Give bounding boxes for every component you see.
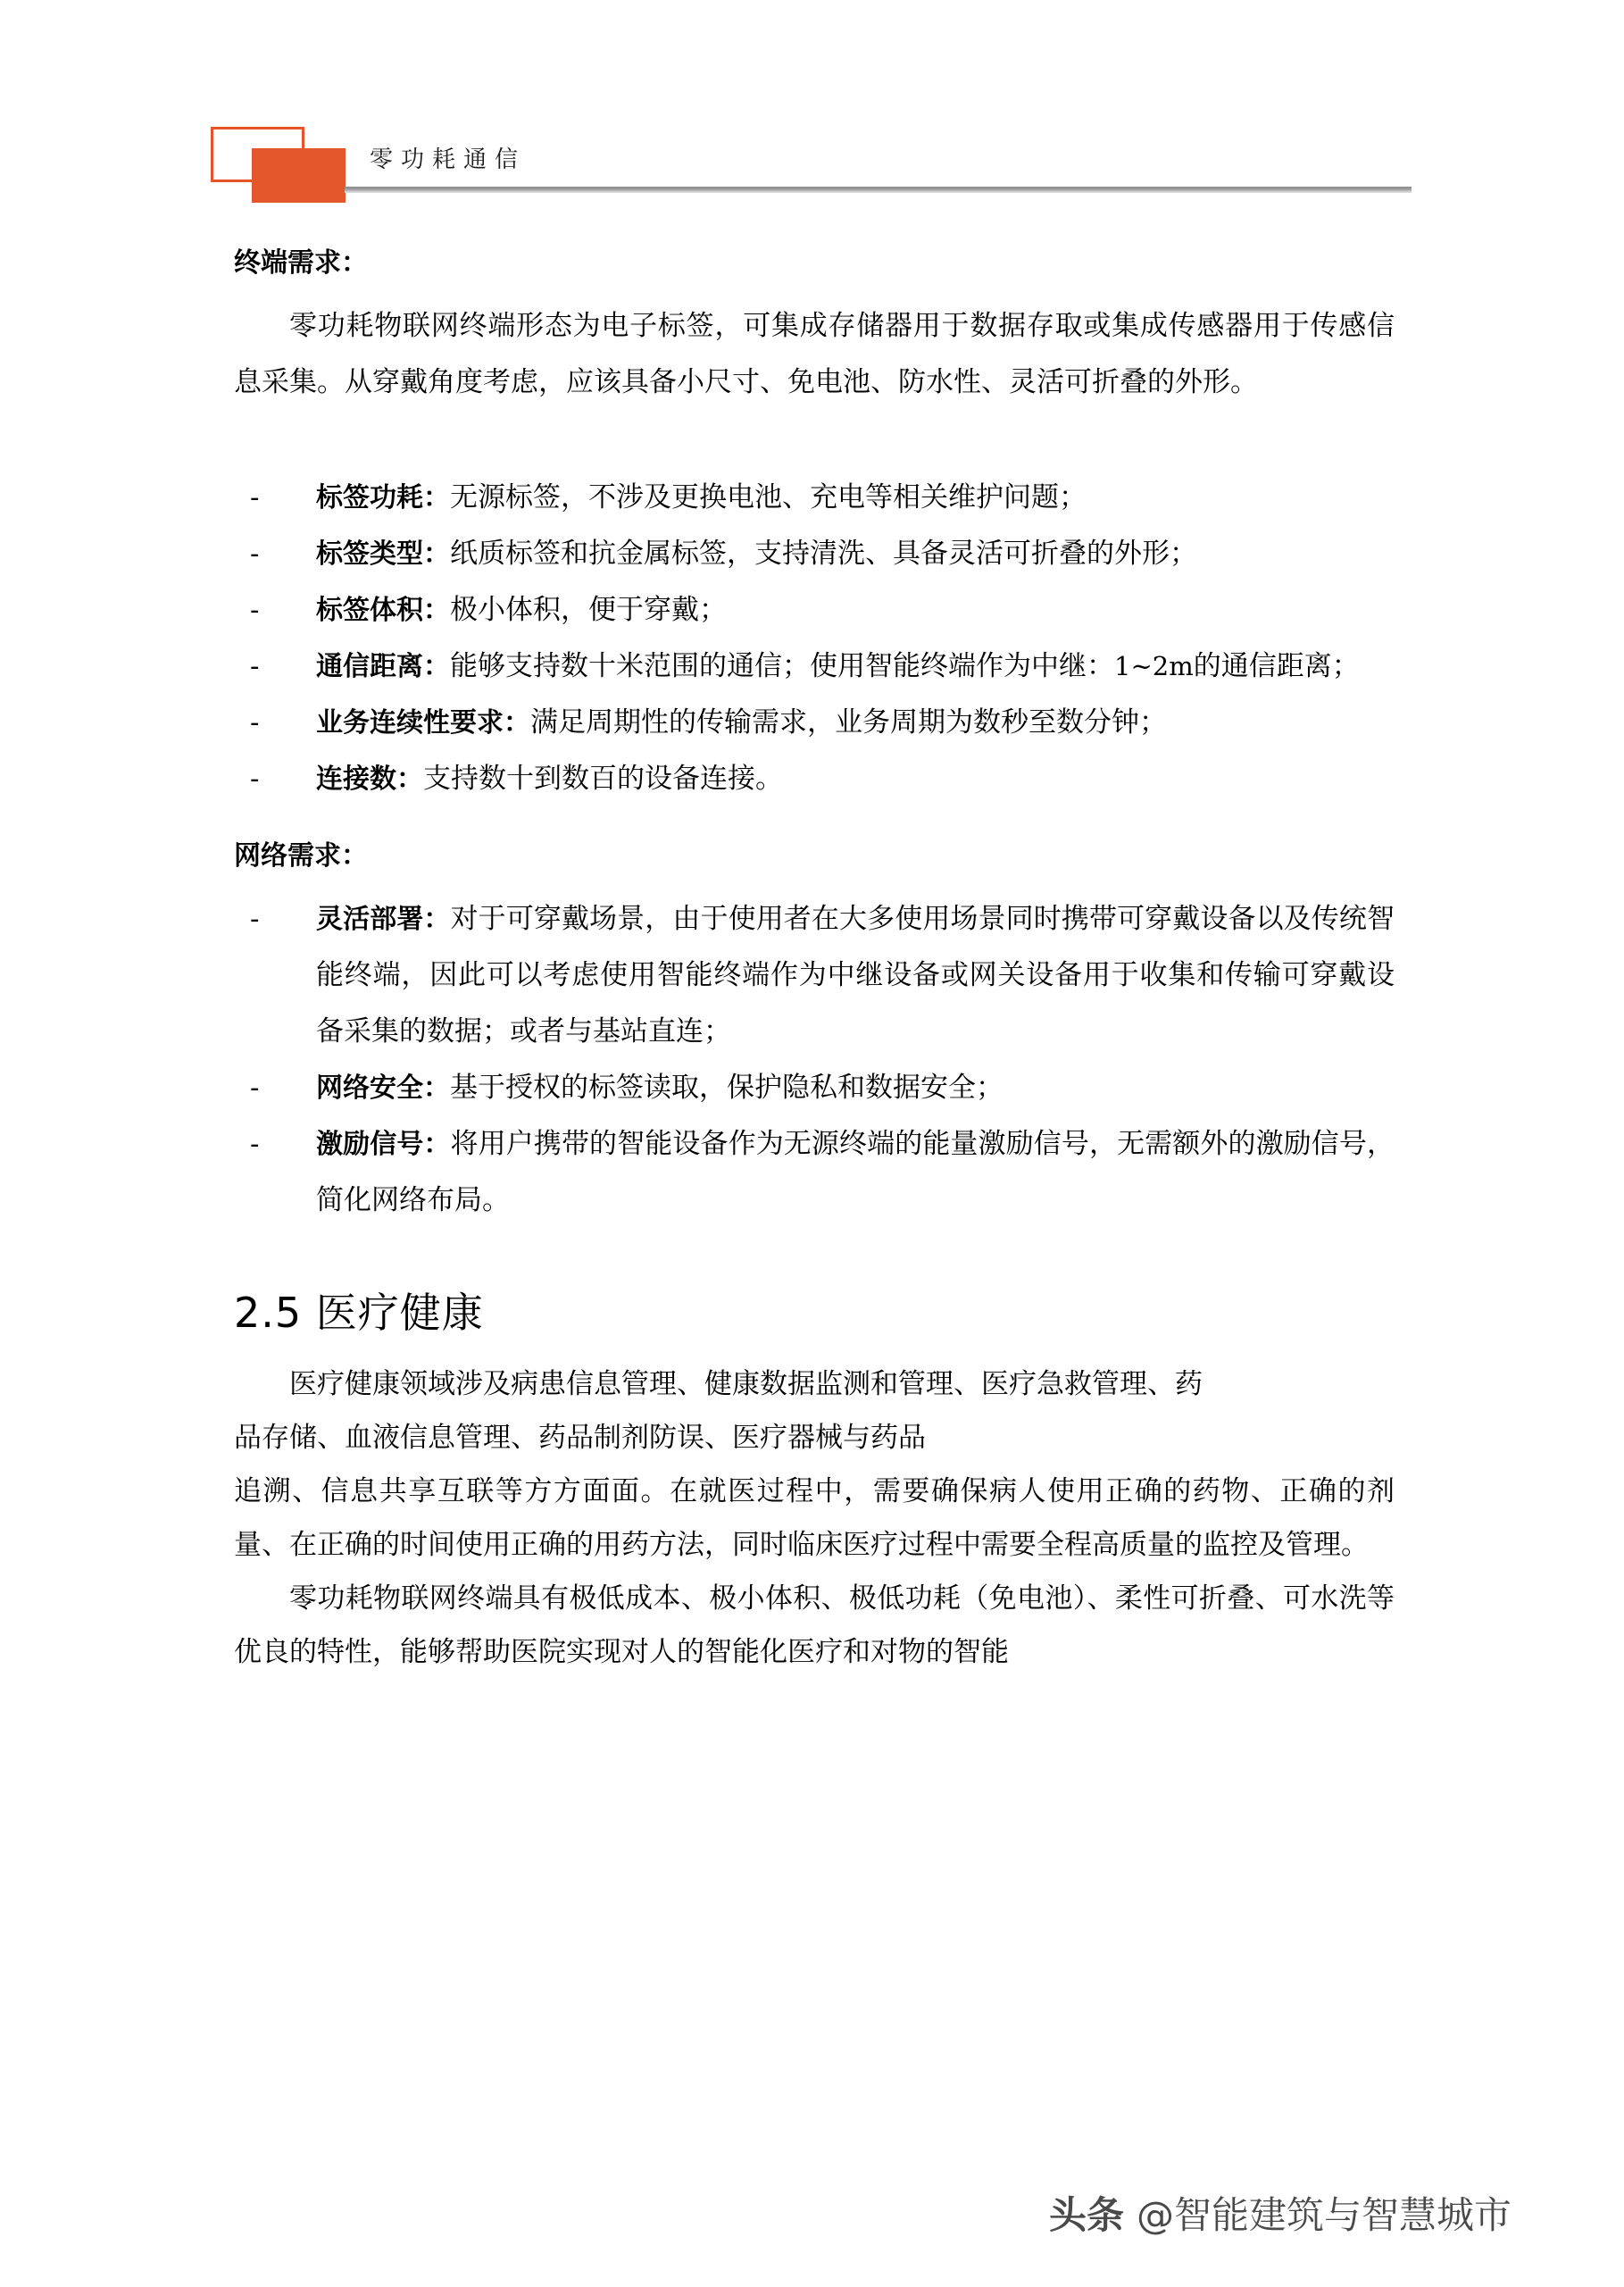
- dash-bullet-icon: -: [250, 763, 260, 795]
- list-item-distance-value: 1~2m: [1114, 651, 1194, 681]
- medical-health-paragraph-2: 追溯、信息共享互联等方方面面。在就医过程中，需要确保病人使用正确的药物、正确的剂量、在正确的时间使用正确的用药方法，同时临床医疗过程中需要全程高质量的监控及管理。: [234, 1474, 1395, 1561]
- list-item-text: 支持数十到数百的设备连接。: [423, 763, 783, 795]
- header-title: 零功耗通信: [370, 146, 527, 173]
- list-item-label: 标签功耗：: [316, 482, 450, 513]
- dash-bullet-icon: -: [250, 650, 260, 682]
- list-item-text: 将用户携带的智能设备作为无源终端的能量激励信号，无需额外的激励信号，简化网络布局。: [316, 1128, 1395, 1216]
- document-body: [234, 247, 1395, 1679]
- terminal-requirements-heading: 终端需求：: [234, 247, 368, 279]
- list-item-label: 标签类型：: [316, 538, 450, 570]
- page-title: 2.5 医疗健康: [234, 1289, 484, 1337]
- dash-bullet-icon: -: [250, 706, 260, 739]
- list-item-label: 连接数：: [316, 764, 423, 795]
- network-requirements-heading: 网络需求：: [234, 840, 368, 872]
- brand-logo-icon: [211, 127, 345, 186]
- list-item-text: 满足周期性的传输需求，业务周期为数秒至数分钟；: [530, 706, 1167, 739]
- list-item: [234, 639, 1395, 695]
- list-item: [234, 526, 1395, 582]
- list-item-text: 纸质标签和抗金属标签，支持清洗、具备灵活可折叠的外形；: [450, 538, 1197, 570]
- logo-filled-square-icon: [252, 148, 346, 203]
- list-item: [234, 695, 1395, 751]
- list-item-label: 业务连续性要求：: [316, 707, 530, 739]
- terminal-requirements-paragraph: 零功耗物联网终端形态为电子标签，可集成存储器用于数据存取或集成传感器用于传感信息采集。从穿戴角度考虑，应该具备小尺寸、免电池、防水性、灵活可折叠的外形。: [234, 310, 1395, 398]
- list-item-text: 极小体积，便于穿戴；: [450, 594, 727, 626]
- list-item-label: 灵活部署：: [316, 904, 451, 935]
- list-item: [234, 1116, 1395, 1229]
- dash-bullet-icon: -: [250, 481, 260, 513]
- list-item-label: 标签体积：: [316, 595, 450, 626]
- medical-health-paragraph-3: 零功耗物联网终端具有极低成本、极小体积、极低功耗（免电池）、柔性可折叠、可水洗等优良的特性，能够帮助医院实现对人的智能化医疗和对物的智能: [234, 1582, 1395, 1668]
- list-item: [234, 470, 1395, 526]
- dash-bullet-icon: -: [250, 538, 260, 570]
- list-item-text: 对于可穿戴场景，由于使用者在大多使用场景同时携带可穿戴设备以及传统智能终端，因此可以考虑使用智能终端作为中继设备或网关设备用于收集和传输可穿戴设备采集的数据；或者与基站直连；: [316, 903, 1395, 1048]
- medical-health-paragraph-1-line-1: 医疗健康领域涉及病患信息管理、健康数据监测和管理、医疗急救管理、药: [289, 1367, 1203, 1400]
- list-item-text: 基于授权的标签读取，保护隐私和数据安全；: [450, 1072, 1004, 1104]
- list-item: [234, 582, 1395, 639]
- page-header: [211, 114, 1412, 186]
- spacer: [234, 1229, 1395, 1288]
- network-requirements-list: [234, 891, 1395, 1229]
- medical-health-paragraph-1-line-2: 品存储、血液信息管理、药品制剂防误、医疗器械与药品: [234, 1421, 926, 1454]
- list-item-label: 激励信号：: [316, 1129, 451, 1160]
- terminal-requirements-list: [234, 470, 1395, 807]
- dash-bullet-icon: -: [250, 1072, 260, 1104]
- spacer: [234, 1340, 1395, 1357]
- watermark-brand: 头条: [1049, 2193, 1125, 2237]
- list-item-text-tail: 的通信距离；: [1193, 650, 1360, 682]
- spacer: [234, 411, 1395, 470]
- list-item-text: 无源标签，不涉及更换电池、充电等相关维护问题；: [450, 481, 1087, 513]
- list-item: [234, 751, 1395, 807]
- list-item: [234, 891, 1395, 1060]
- dash-bullet-icon: -: [250, 594, 260, 626]
- spacer: [234, 807, 1395, 843]
- dash-bullet-icon: -: [250, 903, 260, 935]
- list-item-label: 通信距离：: [316, 651, 450, 682]
- list-item: [234, 1060, 1395, 1116]
- list-item-text: 能够支持数十米范围的通信；使用智能终端作为中继：: [450, 650, 1114, 682]
- watermark: [1049, 2186, 1512, 2240]
- watermark-handle: @智能建筑与智慧城市: [1137, 2193, 1512, 2237]
- list-item-label: 网络安全：: [316, 1073, 450, 1104]
- header-divider: [345, 187, 1412, 193]
- dash-bullet-icon: -: [250, 1128, 260, 1160]
